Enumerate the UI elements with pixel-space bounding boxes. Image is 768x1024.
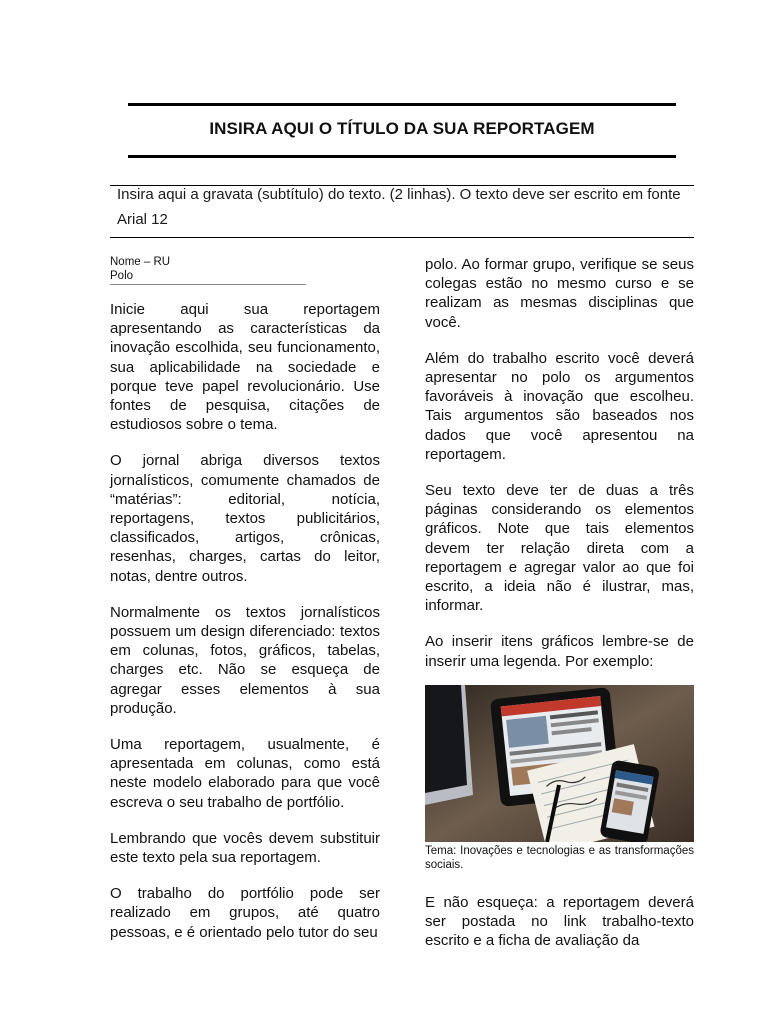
paragraph: E não esqueça: a reportagem deverá ser postada no link trabalho-texto escrito e a ficha de avaliação da	[425, 893, 694, 950]
subtitle-text: Insira aqui a gravata (subtítulo) do texto. (2 linhas). O texto deve ser escrito em fonte Arial 12	[117, 186, 681, 228]
paragraph: Normalmente os textos jornalísticos possuem um design diferenciado: textos em colunas, fotos, gráficos, tabelas, charges etc. Não se esqueça de agregar esses elementos à sua produção.	[110, 603, 380, 717]
paragraph: O jornal abriga diversos textos jornalísticos, comumente chamados de “matérias”: editorial, notícia, reportagens, textos publicitários, classificados, artigos, crônicas, resenhas, charges, cartas do leitor, notas, dentre outros.	[110, 452, 380, 585]
paragraph: polo. Ao formar grupo, verifique se seus colegas estão no mesmo curso e se realizam as mesmas disciplinas que você.	[425, 256, 694, 331]
paragraph: Lembrando que vocês devem substituir este texto pela sua reportagem.	[110, 829, 380, 867]
author-name: Nome – RU	[110, 256, 171, 268]
paragraph: Uma reportagem, usualmente, é apresentada em colunas, como está neste modelo elaborado para que você escreva o seu trabalho de portfólio.	[110, 736, 380, 811]
paragraph: Ao inserir itens gráficos lembre-se de inserir uma legenda. Por exemplo:	[425, 633, 694, 670]
paragraph: Seu texto deve ter de duas a três páginas considerando os elementos gráficos. Note que tais elementos devem ter relação direta com a reportagem e agregar valor ao que foi escrito, a ideia não é ilustrar, mas, informar.	[425, 482, 694, 615]
paragraph: O trabalho do portfólio pode ser realizado em grupos, até quatro pessoas, e é orientado pelo tutor do seu	[110, 885, 380, 941]
title-rule-top	[128, 103, 676, 106]
right-column	[425, 255, 694, 967]
subtitle-rule-bottom	[110, 237, 694, 238]
left-column	[110, 300, 380, 942]
tablet-phone-notebook-illustration	[425, 685, 694, 842]
title-rule-bottom	[128, 155, 676, 158]
document-title: INSIRA AQUI O TÍTULO DA SUA REPORTAGEM	[209, 119, 595, 138]
paragraph: Inicie aqui sua reportagem apresentando as características da inovação escolhida, seu funcionamento, sua aplicabilidade na sociedade e porque teve papel revolucionário. Use fontes de pesquisa, citações de estudiosos sobre o tema.	[110, 301, 380, 434]
author-block	[110, 255, 170, 283]
example-figure-image	[425, 685, 694, 842]
figure-caption: Tema: Inovações e tecnologias e as transformações sociais.	[425, 844, 694, 872]
author-underline	[110, 284, 306, 285]
author-location: Polo	[110, 270, 134, 282]
paragraph: Além do trabalho escrito você deverá apresentar no polo os argumentos favoráveis à inovação que escolheu. Tais argumentos são baseados nos dados que você apresentou na reportagem.	[425, 349, 694, 463]
